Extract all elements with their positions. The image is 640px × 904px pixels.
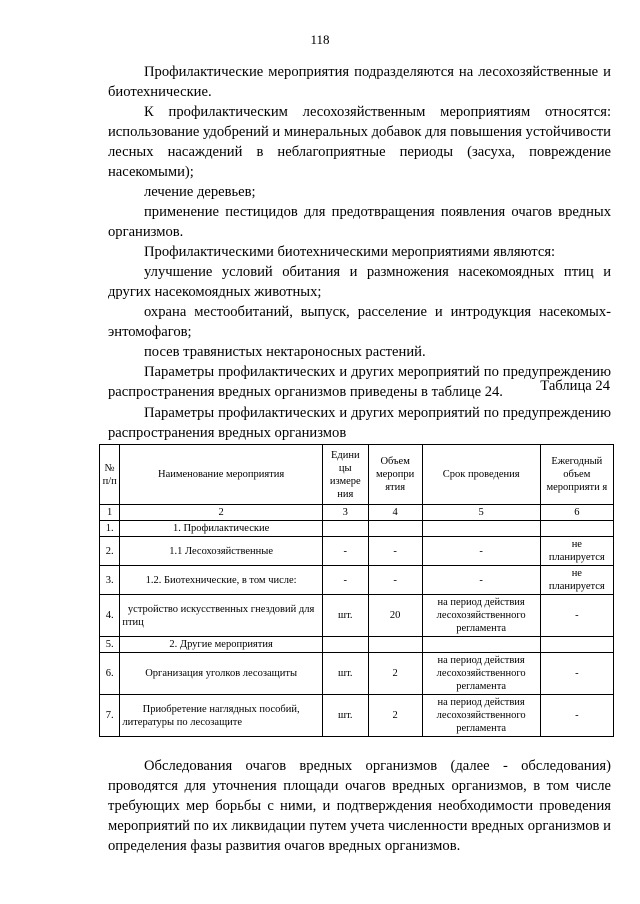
paragraph: улучшение условий обитания и размножения насекомоядных птиц и других насекомоядных животных; [108,264,611,300]
table-row [100,521,614,537]
table-cell [322,521,368,537]
table-cell: Организация уголков лесозащиты [120,653,323,695]
header-cell: Наименование мероприятия [120,445,323,505]
table-cell: - [540,595,613,637]
table-cell: на период действия лесохозяйственного регламента [422,695,540,737]
table-cell: 1.2. Биотехнические, в том числе: [120,566,323,595]
table-cell [322,637,368,653]
table-title: Параметры профилактических и других мероприятий по предупреждению распространения вредных организмов [108,405,611,441]
paragraph: лечение деревьев; [144,184,256,200]
table-row [100,653,614,695]
table-cell: 2 [368,695,422,737]
paragraph: охрана местообитаний, выпуск, расселение и интродукция насекомых-энтомофагов; [108,304,611,340]
table-cell: 4 [368,505,422,521]
table-cell: 2 [368,653,422,695]
table-row [100,695,614,737]
paragraph: К профилактическим лесохозяйственным мероприятиям относятся: использование удобрений и минеральных добавок для повышения устойчивости лесных насаждений в неблагоприятные периоды (засуха, повреждение насекомыми); [108,104,611,180]
table-cell: 3 [322,505,368,521]
paragraph: Параметры профилактических и других мероприятий по предупреждению распространения вредных организмов приведены в таблице 24. [108,364,611,400]
table-cell: Приобретение наглядных пособий, литературы по лесозащите [120,695,323,737]
table-cell: 5 [422,505,540,521]
table-row [100,637,614,653]
table-cell: не планируется [540,537,613,566]
table-cell: - [422,566,540,595]
paragraph: Профилактические мероприятия подразделяются на лесохозяйственные и биотехнические. [108,64,611,100]
table-cell: 2. Другие мероприятия [120,637,323,653]
table-row [100,566,614,595]
table-cell: 6 [540,505,613,521]
table-cell: 7. [100,695,120,737]
table-cell: 2 [120,505,323,521]
table-cell: на период действия лесохозяйственного регламента [422,653,540,695]
table-cell: 2. [100,537,120,566]
table-label: Таблица 24 [540,378,610,394]
table-cell: 4. [100,595,120,637]
table-row [100,595,614,637]
table-cell: шт. [322,653,368,695]
table-cell: 1. Профилактические [120,521,323,537]
intro-text [108,62,611,402]
header-cell: Едини цы измере ния [322,445,368,505]
paragraph: применение пестицидов для предотвращения появления очагов вредных организмов. [108,204,611,240]
column-number-row [100,505,614,521]
table-cell [368,521,422,537]
table-cell [422,521,540,537]
table-cell: 1 [100,505,120,521]
table-cell: - [322,537,368,566]
measures-table [99,444,614,737]
table-header-row [100,445,614,505]
table-cell [540,637,613,653]
table-cell: 1. [100,521,120,537]
table-cell [368,637,422,653]
header-cell: № п/п [100,445,120,505]
table-cell: - [368,566,422,595]
paragraph: Обследования очагов вредных организмов (далее - обследования) проводятся для уточнения площади очагов вредных организмов, в том числе требующих мер борьбы с ними, и подтверждения необходимости проведения мероприятий по их ликвидации путем учета численности вредных организмов и определения фазы развития очагов вредных организмов. [108,758,611,854]
table-cell [540,521,613,537]
table-cell: - [422,537,540,566]
page-number: 118 [310,32,330,47]
paragraph: посев травянистых нектароносных растений. [144,344,426,360]
table-cell: - [322,566,368,595]
paragraph: Профилактическими биотехническими мероприятиями являются: [144,244,556,260]
table-cell [422,637,540,653]
table-cell: на период действия лесохозяйственного регламента [422,595,540,637]
table-cell: не планируется [540,566,613,595]
table-cell: шт. [322,695,368,737]
table-cell: - [540,695,613,737]
table-cell: 3. [100,566,120,595]
table-cell: - [368,537,422,566]
table-cell: 1.1 Лесохозяйственные [120,537,323,566]
header-cell: Срок проведения [422,445,540,505]
header-cell: Объем меропри ятия [368,445,422,505]
table-cell: - [540,653,613,695]
header-cell: Ежегодный объем мероприяти я [540,445,613,505]
table-row [100,537,614,566]
table-cell: шт. [322,595,368,637]
table-cell: 20 [368,595,422,637]
table-cell: 6. [100,653,120,695]
outro-text [108,756,611,856]
table-cell: устройство искусственных гнездовий для птиц [120,595,323,637]
table-cell: 5. [100,637,120,653]
table-caption [108,403,611,443]
